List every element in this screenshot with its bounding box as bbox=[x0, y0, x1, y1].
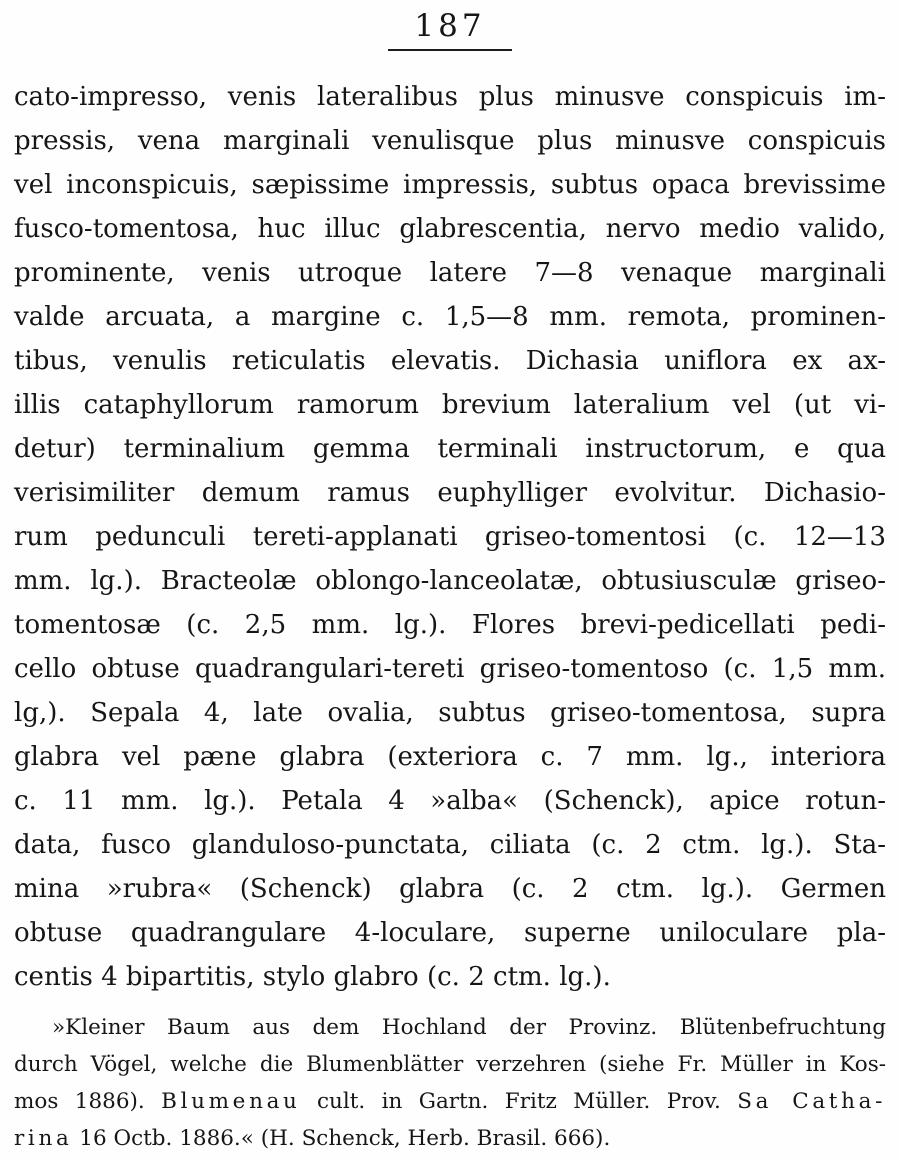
text-segment: tibus, venulis reticulatis elevatis. Dichasia uniflora ex ax- bbox=[14, 346, 886, 376]
text-segment: valde arcuata, a margine c. 1,5—8 mm. remota, prominen- bbox=[14, 302, 886, 332]
body-text-line bbox=[14, 911, 886, 955]
footnote-text-line bbox=[14, 1083, 886, 1120]
body-text-line bbox=[14, 779, 886, 823]
letterspaced-text: Sa Catha- bbox=[737, 1089, 886, 1114]
body-text-line bbox=[14, 427, 886, 471]
text-segment: detur) terminalium gemma terminali instructorum, e qua bbox=[14, 434, 886, 464]
body-text-line bbox=[14, 867, 886, 911]
text-segment: pressis, vena marginali venulisque plus minusve conspicuis bbox=[14, 126, 886, 156]
body-text-line bbox=[14, 647, 886, 691]
body-text bbox=[14, 75, 886, 999]
text-segment: tomentosæ (c. 2,5 mm. lg.). Flores brevi-pedicellati pedi- bbox=[14, 610, 886, 640]
text-segment: data, fusco glanduloso-punctata, ciliata (c. 2 ctm. lg.). Sta- bbox=[14, 830, 886, 860]
body-text-line bbox=[14, 251, 886, 295]
body-text-line bbox=[14, 735, 886, 779]
text-segment: mina »rubra« (Schenck) glabra (c. 2 ctm. lg.). Germen bbox=[14, 874, 886, 904]
body-text-line bbox=[14, 603, 886, 647]
text-segment: glabra vel pæne glabra (exteriora c. 7 mm. lg., interiora bbox=[14, 742, 886, 772]
body-text-line bbox=[14, 559, 886, 603]
body-text-line bbox=[14, 339, 886, 383]
text-segment: mos 1886). bbox=[14, 1089, 162, 1114]
text-segment: rum pedunculi tereti-applanati griseo-tomentosi (c. 12—13 bbox=[14, 522, 886, 552]
body-text-line bbox=[14, 515, 886, 559]
text-segment: lg,). Sepala 4, late ovalia, subtus griseo-tomentosa, supra bbox=[14, 698, 886, 728]
text-segment: cult. in Gartn. Fritz Müller. Prov. bbox=[300, 1089, 738, 1114]
text-segment: 16 Octb. 1886.« (H. Schenck, Herb. Brasil. 666). bbox=[72, 1126, 611, 1151]
body-text-line bbox=[14, 119, 886, 163]
text-segment: cato-impresso, venis lateralibus plus minusve conspicuis im- bbox=[14, 82, 886, 112]
text-segment: c. 11 mm. lg.). Petala 4 »alba« (Schenck), apice rotun- bbox=[14, 786, 886, 816]
body-text-line bbox=[14, 295, 886, 339]
text-segment: verisimiliter demum ramus euphylliger evolvitur. Dichasio- bbox=[14, 478, 886, 508]
letterspaced-text: Blumenau bbox=[161, 1089, 301, 1114]
body-text-line bbox=[14, 163, 886, 207]
letterspaced-text: rina bbox=[14, 1126, 73, 1151]
text-segment: centis 4 bipartitis, stylo glabro (c. 2 ctm. lg.). bbox=[14, 962, 611, 992]
footnote bbox=[14, 1009, 886, 1157]
body-text-line bbox=[14, 823, 886, 867]
body-text-line bbox=[14, 207, 886, 251]
text-segment: mm. lg.). Bracteolæ oblongo-lanceolatæ, obtusiusculæ griseo- bbox=[14, 566, 886, 596]
footnote-text-line bbox=[14, 1009, 886, 1046]
page-number: 187 bbox=[388, 8, 512, 51]
body-text-line bbox=[14, 471, 886, 515]
text-segment: »Kleiner Baum aus dem Hochland der Provinz. Blütenbefruchtung bbox=[52, 1015, 886, 1040]
footnote-text-line bbox=[14, 1120, 886, 1157]
text-segment: obtuse quadrangulare 4-loculare, superne uniloculare pla- bbox=[14, 918, 886, 948]
text-segment: fusco-tomentosa, huc illuc glabrescentia, nervo medio valido, bbox=[14, 214, 886, 244]
text-segment: illis cataphyllorum ramorum brevium lateralium vel (ut vi- bbox=[14, 390, 886, 420]
body-text-line bbox=[14, 75, 886, 119]
footnote-text-line bbox=[14, 1046, 886, 1083]
body-text-line bbox=[14, 383, 886, 427]
text-segment: durch Vögel, welche die Blumenblätter verzehren (siehe Fr. Müller in Kos- bbox=[14, 1052, 886, 1077]
body-text-line bbox=[14, 955, 886, 999]
text-segment: vel inconspicuis, sæpissime impressis, subtus opaca brevissime bbox=[14, 170, 886, 200]
body-text-line bbox=[14, 691, 886, 735]
page-header bbox=[14, 8, 886, 51]
text-segment: cello obtuse quadrangulari-tereti griseo-tomentoso (c. 1,5 mm. bbox=[14, 654, 886, 684]
text-segment: prominente, venis utroque latere 7—8 venaque marginali bbox=[14, 258, 886, 288]
